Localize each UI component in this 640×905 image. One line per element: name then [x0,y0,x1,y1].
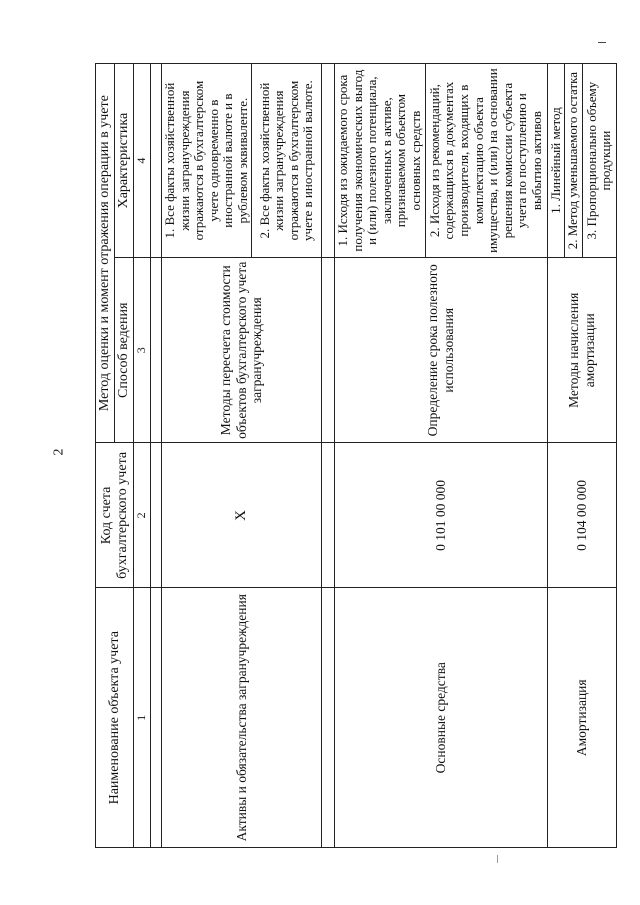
method-name: Методы начисления амортизации [547,258,616,443]
scan-mark [497,855,498,863]
column-numbers-row [134,64,151,848]
column-number: 4 [134,64,151,258]
object-name: Основные средства [335,588,547,848]
column-number: 1 [134,588,151,848]
account-code: 0 101 00 000 [335,443,547,588]
column-number: 2 [134,443,151,588]
page-number: 2 [51,448,67,456]
characteristic: 1. Исходя из ожидаемого срока получения экономических выгод и (или) полезного потенциала, заключенных в активе, признаваемом объектом основных средств [335,64,425,258]
spacer-row [322,64,335,848]
column-number: 3 [134,258,151,443]
scan-mark [598,42,606,43]
account-code: 0 104 00 000 [547,443,616,588]
header-row [96,64,115,848]
table-row [161,64,251,848]
object-name: Амортизация [547,588,616,848]
method-name: Методы пересчета стоимости объектов бухгалтерского учета загранучреждения [161,258,321,443]
characteristic: 2. Метод уменьшаемого остатка [565,64,583,258]
characteristic: 1. Все факты хозяйственной жизни загранучреждения отражаются в бухгалтерском учете одновременно в иностранной валюте и в рублевом эквиваленте. [161,64,251,258]
characteristic: 2. Исходя из рекомендаций, содержащихся в документах производителя, входящих в комплектацию объекта имущества, и (или) на основании решения комиссии субъекта учета по поступлению и выбытию активов [425,64,547,258]
header-object-name: Наименование объекта учета [96,588,134,848]
characteristic: 3. Пропорционально объему продукции [582,64,616,258]
method-name: Определение срока полезного использования [335,258,547,443]
header-way: Способ ведения [115,258,134,443]
object-name: Активы и обязательства загранучреждения [161,588,321,848]
table-row [547,64,565,848]
characteristic: 1. Линейный метод [547,64,565,258]
header-method: Метод оценки и момент отражения операции в учете [96,64,115,443]
account-code: Х [161,443,321,588]
spacer-row [150,64,161,848]
accounting-policy-table [95,63,617,848]
header-account-code: Код счета бухгалтерского учета [96,443,134,588]
characteristic: 2. Все факты хозяйственной жизни загранучреждения отражаются в бухгалтерском учете в иностранной валюте. [252,64,322,258]
header-characteristic: Характеристика [115,64,134,258]
table-row [335,64,425,848]
